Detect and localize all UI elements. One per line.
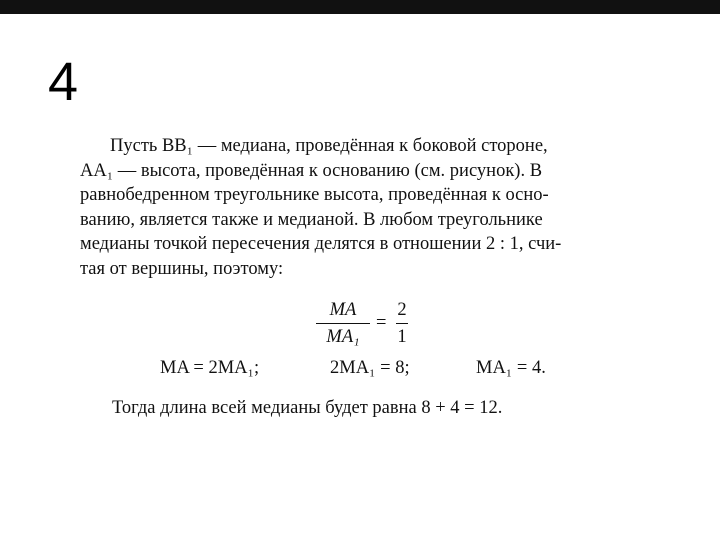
paragraph-line: AA₁ — высота, проведённая к основанию (см. рисунок). В [80,160,543,181]
fraction-ma-over-ma1 [316,298,370,349]
equation-2ma1: 2MA₁ = 8; [330,358,410,378]
equation-ma: MA = 2MA₁; [160,358,260,378]
equals-sign: = [376,313,387,333]
fraction-numerator: 2 [397,300,407,320]
slide-number: 4 [48,52,79,112]
paragraph-line: Пусть BB₁ — медиана, проведённая к боковой стороне, [110,136,548,156]
fraction-denominator: MA₁ [326,327,360,348]
solution-paragraph [80,134,648,282]
solution-text [80,134,648,418]
fraction-bar [396,323,408,324]
paragraph-line: тая от вершины, поэтому: [80,258,284,279]
paragraph-line: медианы точкой пересечения делятся в отношении 2 : 1, счи- [80,234,562,255]
top-bar [0,0,720,14]
paragraph-line: ванию, является также и медианой. В любом треугольнике [80,209,543,230]
fraction-bar [316,323,370,324]
conclusion-text: Тогда длина всей медианы будет равна 8 + 4 = 12. [112,398,503,418]
equation-ma1: MA₁ = 4. [476,358,546,378]
ratio-formula [80,298,648,350]
paragraph-line: равнобедренном треугольнике высота, проведённая к осно- [80,185,549,206]
fraction-denominator: 1 [397,327,407,348]
fraction-two-over-one [396,298,408,349]
fraction-numerator: MA [329,300,357,320]
